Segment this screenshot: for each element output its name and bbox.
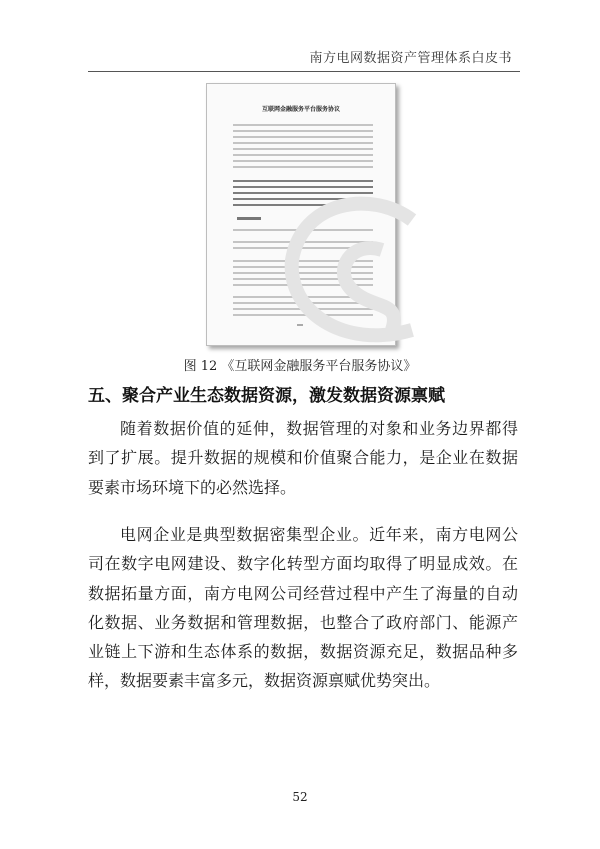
scan-text-line-bold	[233, 180, 373, 182]
scan-text-line	[233, 142, 373, 144]
scan-text-line	[233, 136, 373, 138]
scan-text-line	[233, 284, 373, 286]
scan-text-line	[233, 160, 373, 162]
scan-text-line	[233, 260, 373, 262]
scan-text-line	[233, 130, 373, 132]
running-header-title: 南方电网数据资产管理体系白皮书	[309, 51, 512, 66]
scan-text-line	[233, 296, 373, 298]
scan-text-line	[233, 154, 373, 156]
body-paragraph: 电网企业是典型数据密集型企业。近年来，南方电网公司在数字电网建设、数字化转型方面均取得了明显成效。在数据拓量方面，南方电网公司经营过程中产生了海量的自动化数据、业务数据和管理数据，也整合了政府部门、能源产业链上下游和生态体系的数据，数据资源充足，数据品种多样，数据要素丰富多元，数据资源禀赋优势突出。	[88, 525, 518, 691]
body-paragraph: 随着数据价值的延伸，数据管理的对象和业务边界都得到了扩展。提升数据的规模和价值聚合能力，是企业在数据要素市场环境下的必然选择。	[88, 419, 518, 497]
scan-text-line	[233, 166, 373, 168]
agreement-document-image	[206, 83, 396, 346]
section-heading: 五、聚合产业生态数据资源，激发数据资源禀赋	[88, 386, 445, 406]
scan-text-line	[233, 302, 373, 304]
scan-text-line-bold	[233, 186, 373, 188]
scan-text-line	[233, 241, 373, 243]
scan-text-line	[233, 314, 373, 316]
scan-text-line	[233, 278, 373, 280]
scan-text-line	[233, 272, 373, 274]
header-divider	[88, 71, 520, 72]
scan-text-line-bold	[233, 204, 373, 206]
scan-document-title: 互联网金融服务平台服务协议	[261, 106, 340, 113]
scan-page-mark	[297, 324, 303, 326]
scan-text-line	[233, 247, 373, 249]
scan-text-line-bold	[233, 192, 373, 194]
scan-text-line	[233, 124, 373, 126]
scan-text-line	[233, 308, 373, 310]
scan-text-line	[233, 229, 373, 231]
scan-text-line-bold	[233, 198, 373, 200]
figure-caption: 图 12 《互联网金融服务平台服务协议》	[183, 359, 417, 374]
scan-text-line	[233, 266, 373, 268]
scan-section-heading	[237, 217, 261, 220]
scan-text-line	[233, 148, 373, 150]
page-number: 52	[292, 790, 308, 804]
